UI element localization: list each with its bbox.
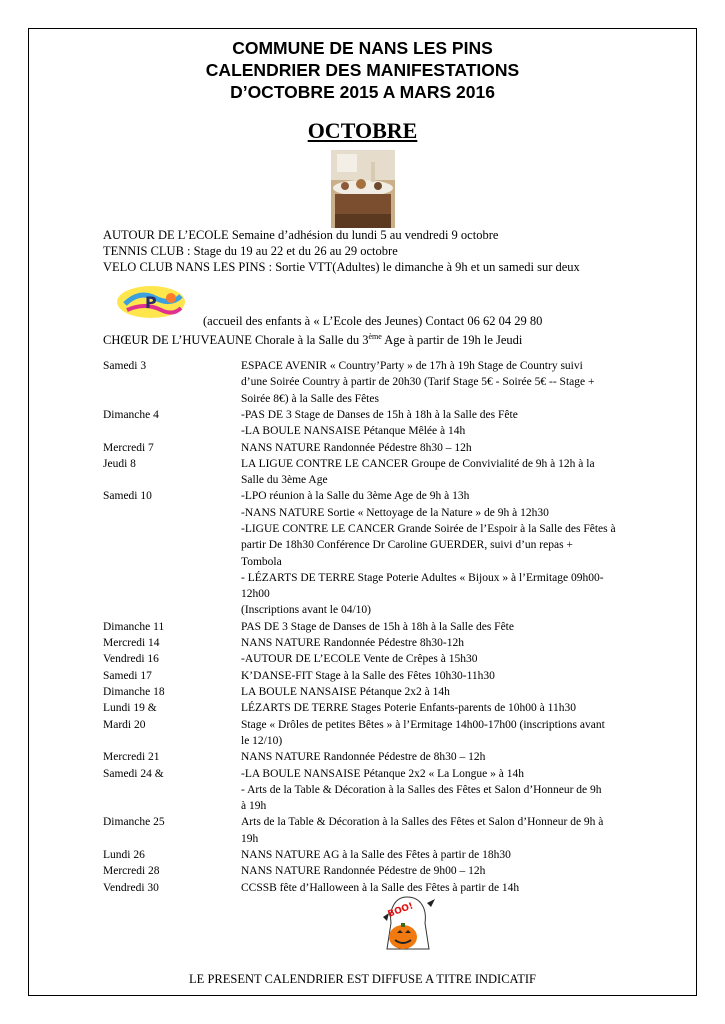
event-line: 12h00 bbox=[241, 588, 270, 601]
event-line: à 19h bbox=[241, 800, 267, 813]
event-line: ESPACE AVENIR « Country’Party » de 17h à 19h Stage de Country suivi bbox=[241, 360, 583, 372]
event-line: -AUTOUR DE L’ECOLE Vente de Crêpes à 15h30 bbox=[241, 653, 478, 666]
event-description bbox=[241, 847, 621, 863]
event-line: NANS NATURE AG à la Salle des Fêtes à partir de 18h30 bbox=[241, 849, 511, 861]
header-calendrier: CALENDRIER DES MANIFESTATIONS bbox=[205, 60, 520, 80]
event-line: NANS NATURE Randonnée Pédestre de 9h00 – 12h bbox=[241, 865, 486, 878]
event-description bbox=[241, 668, 621, 684]
event-line: - Arts de la Table & Décoration à la Salles des Fêtes et Salon d’Honneur de 9h bbox=[241, 783, 602, 796]
header-commune: COMMUNE DE NANS LES PINS bbox=[232, 38, 493, 58]
event-description bbox=[241, 684, 621, 700]
event-line: - LÉZARTS DE TERRE Stage Poterie Adultes « Bijoux » à l’Ermitage 09h00- bbox=[241, 571, 604, 584]
event-date: Mercredi 21 bbox=[103, 751, 160, 764]
event-line: d’une Soirée Country à partir de 20h30 (Tarif Stage 5€ - Soirée 5€ -- Stage + bbox=[241, 376, 595, 389]
event-line: Stage « Drôles de petites Bêtes » à l’Ermitage 14h00-17h00 (inscriptions avant bbox=[241, 718, 605, 731]
event-line: -LPO réunion à la Salle du 3ème Age de 9h à 13h bbox=[241, 490, 470, 503]
event-date: Dimanche 11 bbox=[103, 620, 165, 633]
halloween-pumpkin-image bbox=[377, 893, 437, 953]
event-date: Vendredi 16 bbox=[103, 653, 159, 666]
intro-choeur: CHŒUR DE L’HUVEAUNE Chorale à la Salle du 3ème Age à partir de 19h le Jeudi bbox=[103, 332, 523, 348]
event-line: -PAS DE 3 Stage de Danses de 15h à 18h à la Salle des Fête bbox=[241, 408, 518, 421]
event-description bbox=[241, 407, 621, 440]
dining-table-image bbox=[331, 150, 395, 228]
event-description bbox=[241, 700, 621, 716]
event-line: LÉZARTS DE TERRE Stages Poterie Enfants-parents de 10h00 à 11h30 bbox=[241, 702, 576, 715]
event-date: Mercredi 28 bbox=[103, 865, 160, 878]
event-description bbox=[241, 749, 621, 765]
event-description bbox=[241, 440, 621, 456]
event-date: Mercredi 14 bbox=[103, 637, 160, 650]
intro-tennis: TENNIS CLUB : Stage du 19 au 22 et du 26 au 29 octobre bbox=[103, 244, 398, 258]
event-date: Samedi 10 bbox=[103, 490, 152, 503]
svg-text:P: P bbox=[145, 293, 157, 312]
event-line: K’DANSE-FIT Stage à la Salle des Fêtes 10h30-11h30 bbox=[241, 669, 495, 682]
event-date: Dimanche 4 bbox=[103, 408, 159, 421]
event-line: Tombola bbox=[241, 555, 282, 568]
event-description bbox=[241, 456, 621, 489]
event-description bbox=[241, 651, 621, 667]
event-line: LA BOULE NANSAISE Pétanque 2x2 à 14h bbox=[241, 686, 450, 698]
event-description bbox=[241, 635, 621, 651]
event-description bbox=[241, 814, 621, 847]
event-line: Salle du 3ème Age bbox=[241, 474, 328, 487]
event-date: Mardi 20 bbox=[103, 718, 146, 731]
event-date: Lundi 19 & bbox=[103, 702, 157, 715]
event-line: CCSSB fête d’Halloween à la Salle des Fêtes à partir de 14h bbox=[241, 881, 520, 894]
month-title: OCTOBRE bbox=[307, 118, 418, 143]
ecole-des-jeunes-logo bbox=[115, 284, 187, 320]
event-line: NANS NATURE Randonnée Pédestre 8h30-12h bbox=[241, 637, 464, 650]
event-line: Soirée 8€) à la Salle des Fêtes bbox=[241, 392, 379, 405]
intro-velo: VELO CLUB NANS LES PINS : Sortie VTT(Adultes) le dimanche à 9h et un samedi sur deux bbox=[103, 260, 580, 274]
event-line: le 12/10) bbox=[241, 734, 283, 747]
intro-accueil: (accueil des enfants à « L’Ecole des Jeunes) Contact 06 62 04 29 80 bbox=[203, 314, 543, 328]
event-date: Samedi 3 bbox=[103, 360, 147, 372]
event-date: Samedi 24 & bbox=[103, 767, 164, 780]
event-line: partir De 18h30 Conférence Dr Caroline GUERDER, suivi d’un repas + bbox=[241, 539, 573, 552]
event-description bbox=[241, 863, 621, 879]
event-date: Samedi 17 bbox=[103, 669, 152, 682]
event-line: NANS NATURE Randonnée Pédestre 8h30 – 12h bbox=[241, 441, 472, 454]
event-line: -LA BOULE NANSAISE Pétanque 2x2 « La Longue » à 14h bbox=[241, 767, 524, 780]
event-line: NANS NATURE Randonnée Pédestre de 8h30 – 12h bbox=[241, 751, 486, 764]
event-date: Lundi 26 bbox=[103, 849, 145, 861]
event-line: PAS DE 3 Stage de Danses de 15h à 18h à la Salle des Fête bbox=[241, 620, 514, 633]
event-line: 19h bbox=[241, 832, 259, 845]
header-period: D’OCTOBRE 2015 A MARS 2016 bbox=[230, 82, 495, 102]
event-date: Jeudi 8 bbox=[103, 457, 136, 470]
footer-disclaimer: LE PRESENT CALENDRIER EST DIFFUSE A TITRE INDICATIF bbox=[189, 972, 536, 986]
event-line: -NANS NATURE Sortie « Nettoyage de la Nature » de 9h à 12h30 bbox=[241, 506, 549, 519]
event-line: LA LIGUE CONTRE LE CANCER Groupe de Convivialité de 9h à 12h à la bbox=[241, 457, 595, 470]
event-line: Arts de la Table & Décoration à la Salles des Fêtes et Salon d’Honneur de 9h à bbox=[241, 816, 604, 829]
event-line: (Inscriptions avant le 04/10) bbox=[241, 604, 371, 617]
event-description bbox=[241, 619, 621, 635]
event-date: Vendredi 30 bbox=[103, 881, 159, 894]
event-description bbox=[241, 717, 621, 750]
event-date: Dimanche 18 bbox=[103, 686, 165, 698]
event-description bbox=[241, 488, 621, 618]
boo-label: BOO! bbox=[386, 901, 415, 920]
event-line: -LIGUE CONTRE LE CANCER Grande Soirée de l’Espoir à la Salle des Fêtes à bbox=[241, 522, 616, 535]
event-line: -LA BOULE NANSAISE Pétanque Mêlée à 14h bbox=[241, 425, 466, 438]
event-date: Dimanche 25 bbox=[103, 816, 165, 829]
event-description bbox=[241, 766, 621, 815]
event-description bbox=[241, 358, 621, 407]
intro-ecole: AUTOUR DE L’ECOLE Semaine d’adhésion du lundi 5 au vendredi 9 octobre bbox=[103, 228, 499, 242]
event-date: Mercredi 7 bbox=[103, 441, 154, 454]
